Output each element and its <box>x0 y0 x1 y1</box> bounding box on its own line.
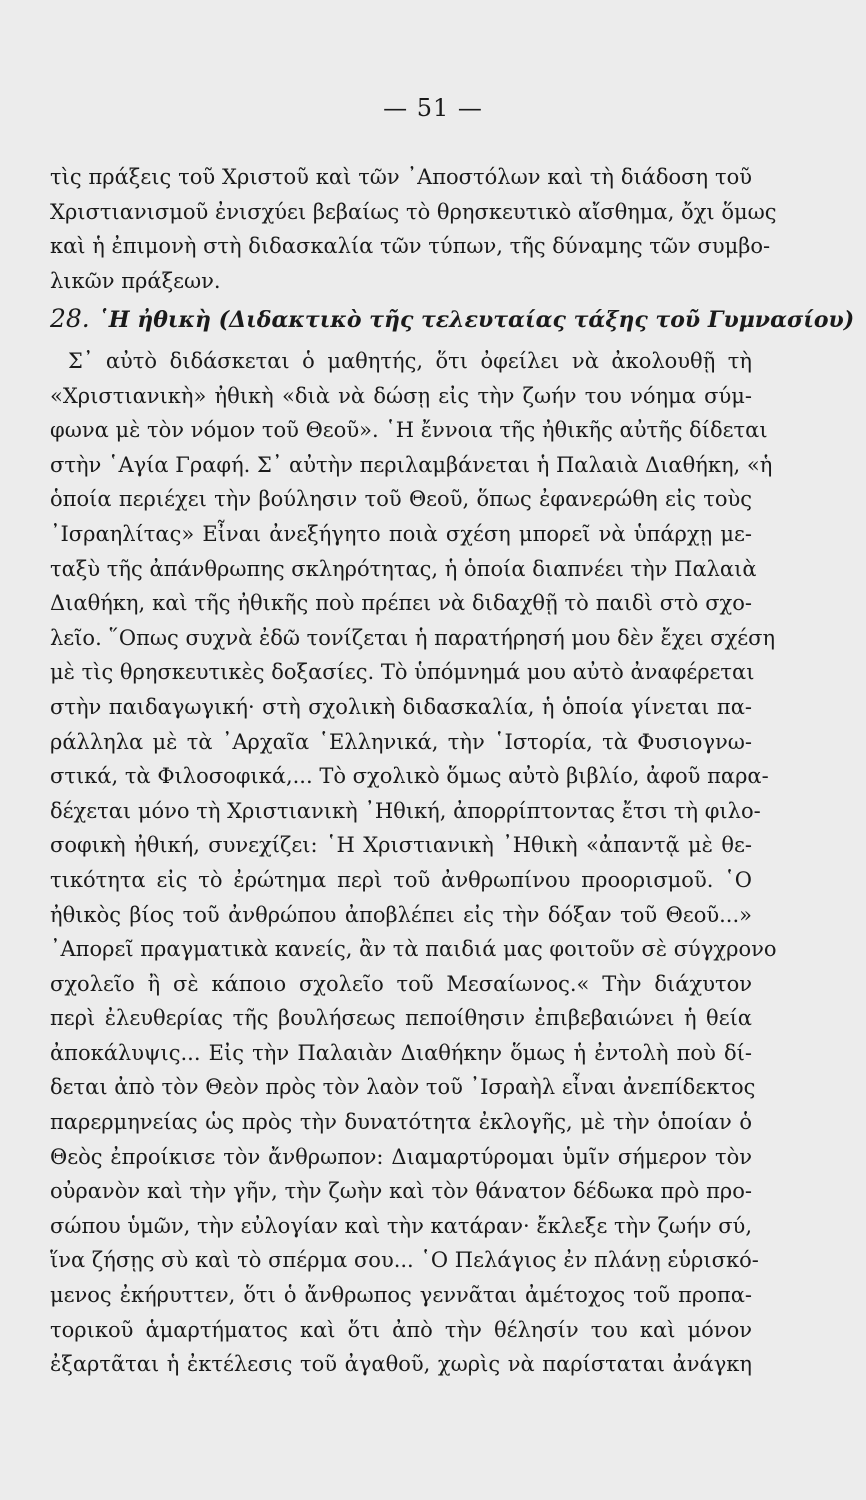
text-line: Διαθήκη, καὶ τῆς ἠθικῆς ποὺ πρέπει νὰ διδαχθῇ τὸ παιδὶ στὸ σχο- <box>50 591 752 616</box>
text-line: λικῶν πράξεων. <box>50 268 221 293</box>
text-line: οὐρανὸν καὶ τὴν γῆν, τὴν ζωὴν καὶ τὸν θάνατον δέδωκα πρὸ προ- <box>50 1179 752 1204</box>
text-line: σώπου ὑμῶν, τὴν εὐλογίαν καὶ τὴν κατάραν· ἔκλεξε τὴν ζωήν σύ, <box>50 1213 752 1238</box>
text-line: δεται ἀπὸ τὸν Θεὸν πρὸς τὸν λαὸν τοῦ ᾿Ισραὴλ εἶναι ἀνεπίδεκτος <box>50 1075 756 1100</box>
text-line: τικότητα εἰς τὸ ἐρώτημα περὶ τοῦ ἀνθρωπίνου προορισμοῦ. ῾Ο <box>50 867 752 892</box>
text-line: σοφικὴ ἠθική, συνεχίζει: ῾Η Χριστιανικὴ ᾿Ηθικὴ «ἀπαντᾷ μὲ θε- <box>50 833 752 858</box>
text-line: ράλληλα μὲ τὰ ᾿Αρχαῖα ῾Ελληνικά, τὴν ῾Ιστορία, τὰ Φυσιογνω- <box>50 729 752 754</box>
text-line: μὲ τὶς θρησκευτικὲς δοξασίες. Τὸ ὑπόμνημά μου αὐτὸ ἀναφέρεται <box>50 660 755 685</box>
text-line: στικά, τὰ Φιλοσοφικά,... Τὸ σχολικὸ ὅμως αὐτὸ βιβλίο, ἀφοῦ παρα- <box>50 764 769 789</box>
text-line: μενος ἐκήρυττεν, ὅτι ὁ ἄνθρωπος γεννᾶται ἀμέτοχος τοῦ προπα- <box>50 1283 752 1308</box>
text-line: τὶς πράξεις τοῦ Χριστοῦ καὶ τῶν ᾿Αποστόλων καὶ τὴ διάδοση τοῦ <box>50 165 752 189</box>
text-line: ταξὺ τῆς ἀπάνθρωπης σκληρότητας, ἡ ὁποία διαπνέει τὴν Παλαιὰ <box>50 556 757 581</box>
paragraph-continuation <box>50 160 777 298</box>
text-line: ᾿Ισραηλίτας» Εἶναι ἀνεξήγητο ποιὰ σχέση μπορεῖ νὰ ὑπάρχῃ με- <box>50 521 752 546</box>
text-line: σχολεῖο ἢ σὲ κάποιο σχολεῖο τοῦ Μεσαίωνος.« Τὴν διάχυτον <box>50 971 752 996</box>
text-line: τορικοῦ ἁμαρτήματος καὶ ὅτι ἀπὸ τὴν θέλησίν του καὶ μόνον <box>50 1317 752 1342</box>
section-number: 28. <box>50 304 90 333</box>
text-line: ᾿Απορεῖ πραγματικὰ κανείς, ἂν τὰ παιδιά μας φοιτοῦν σὲ σύγχρονο <box>50 937 777 962</box>
page-number: — 51 — <box>383 94 483 122</box>
text-line: Σ᾿ αὐτὸ διδάσκεται ὁ μαθητής, ὅτι ὀφείλει νὰ ἀκολουθῇ τὴ <box>68 349 752 373</box>
text-line: λεῖο. ῞Οπως συχνὰ ἐδῶ τονίζεται ἡ παρατήρησή μου δὲν ἔχει σχέση <box>50 625 776 650</box>
section-heading <box>50 304 855 333</box>
text-line: ὁποία περιέχει τὴν βούλησιν τοῦ Θεοῦ, ὅπως ἐφανερώθη εἰς τοὺς <box>50 487 752 512</box>
text-line: Θεὸς ἐπροίκισε τὸν ἄνθρωπον: Διαμαρτύρομαι ὑμῖν σήμερον τὸν <box>50 1144 752 1169</box>
text-line: στὴν παιδαγωγική· στὴ σχολικὴ διδασκαλία, ἡ ὁποία γίνεται πα- <box>50 694 752 719</box>
text-line: «Χριστιανικὴ» ἠθικὴ «διὰ νὰ δώσῃ εἰς τὴν ζωήν του νόημα σύμ- <box>50 383 752 408</box>
text-line: στὴν ῾Αγία Γραφή. Σ᾿ αὐτὴν περιλαμβάνεται ἡ Παλαιὰ Διαθήκη, «ἡ <box>50 452 773 477</box>
section-title: ῾Η ἠθικὴ (Διδακτικὸ τῆς τελευταίας τάξης τοῦ Γυμνασίου) <box>97 307 855 333</box>
text-line: φωνα μὲ τὸν νόμον τοῦ Θεοῦ». ῾Η ἔννοια τῆς ἠθικῆς αὐτῆς δίδεται <box>50 418 768 443</box>
text-line: ἠθικὸς βίος τοῦ ἀνθρώπου ἀποβλέπει εἰς τὴν δόξαν τοῦ Θεοῦ...» <box>50 902 752 927</box>
text-line: καὶ ἡ ἐπιμονὴ στὴ διδασκαλία τῶν τύπων, τῆς δύναμης τῶν συμβο- <box>50 234 771 259</box>
text-line: ἐξαρτᾶται ἡ ἐκτέλεσις τοῦ ἀγαθοῦ, χωρὶς νὰ παρίσταται ἀνάγκη <box>50 1352 752 1377</box>
text-line: δέχεται μόνο τὴ Χριστιανικὴ ᾿Ηθική, ἀπορρίπτοντας ἔτσι τὴ φιλο- <box>50 798 761 823</box>
text-line: περὶ ἐλευθερίας τῆς βουλήσεως πεποίθησιν ἐπιβεβαιώνει ἡ θεία <box>50 1006 752 1031</box>
text-line: Χριστιανισμοῦ ἐνισχύει βεβαίως τὸ θρησκευτικὸ αἴσθημα, ὄχι ὅμως <box>50 199 777 224</box>
text-line: ἵνα ζήσῃς σὺ καὶ τὸ σπέρμα σου... ῾Ο Πελάγιος ἐν πλάνῃ εὑρισκό- <box>50 1248 759 1273</box>
text-line: ἀποκάλυψις... Εἰς τὴν Παλαιὰν Διαθήκην ὅμως ἡ ἐντολὴ ποὺ δί- <box>50 1040 752 1065</box>
text-line: παρερμηνείας ὡς πρὸς τὴν δυνατότητα ἐκλογῆς, μὲ τὴν ὁποίαν ὁ <box>50 1110 752 1135</box>
section-body <box>50 344 777 1382</box>
